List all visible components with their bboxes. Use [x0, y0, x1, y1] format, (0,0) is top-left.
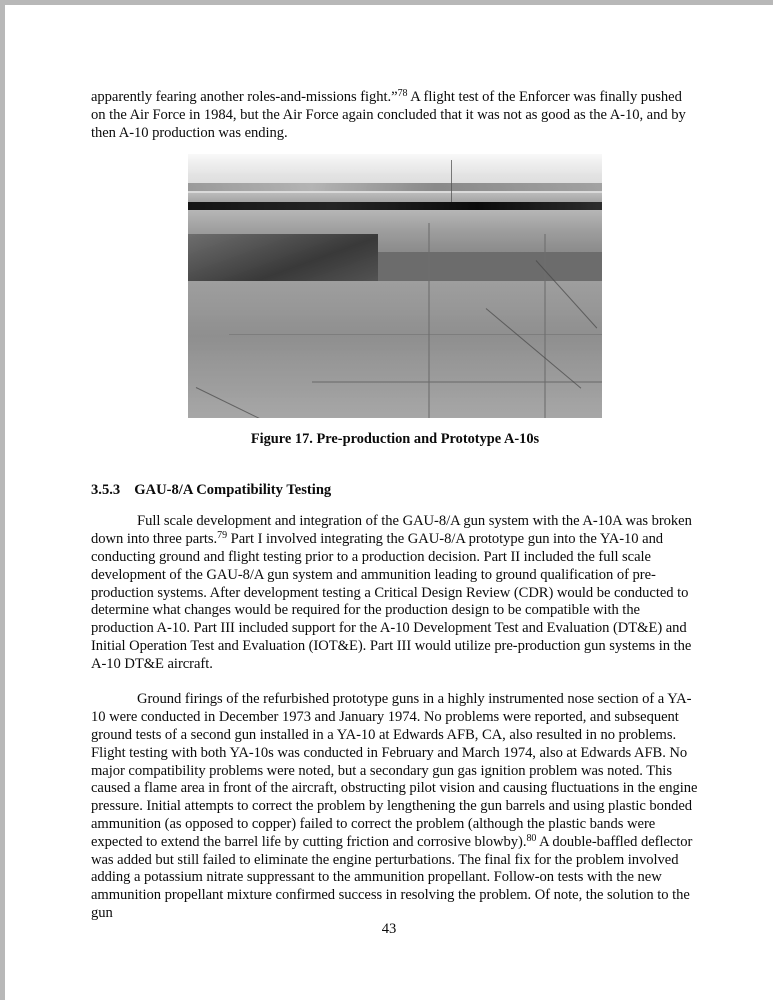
paragraph-intro-text-1: apparently fearing another roles-and-missions fight.”	[91, 89, 398, 105]
apron-seam-4	[229, 334, 602, 335]
apron-seam-2	[544, 234, 546, 419]
section-title: GAU-8/A Compatibility Testing	[134, 482, 332, 499]
paragraph-spacer	[91, 674, 699, 692]
footnote-marker-80: 80	[526, 832, 537, 844]
figure-17-block	[91, 154, 699, 448]
paragraph-ground-firings	[91, 691, 699, 922]
section-heading-3-5-3	[91, 482, 699, 499]
paragraph-ground-text-2: A double-baffled deflector was added but still failed to eliminate the engine perturbations. The final fix for the problem involved adding a potassium nitrate suppressant to the ammunition propellant. Follow-on tests with the new ammunition propellant mixture confirmed success in resolving the problem. Of note, the solution to the gun	[91, 833, 693, 921]
paragraph-ground-text-1: Ground firings of the refurbished prototype guns in a highly instrumented nose section of a YA-10 were conducted in December 1973 and January 1974. No problems were reported, and subsequent ground tests of a second gun installed in a YA-10 at Edwards AFB, CA, also resulted in no problems. Flight testing with both YA-10s was conducted in February and March 1974, also at Edwards AFB. No major compatibility problems were noted, but a secondary gun gas ignition problem was noted. This caused a flame area in front of the aircraft, obstructing pilot vision and causing fluctuations in the engine pressure. Initial attempts to correct the problem by lengthening the gun barrels and using plastic bonded ammunition (as opposed to copper) failed to correct the problem (although the plastic bands were expected to extend the barrel life by cutting friction and corrosive blowby).	[91, 691, 698, 850]
photo-concrete-apron	[188, 281, 602, 418]
page-content	[91, 89, 699, 923]
apron-seam-3	[312, 381, 602, 383]
section-number: 3.5.3	[91, 482, 121, 499]
document-page	[5, 5, 773, 1000]
photo-light-pole	[451, 160, 452, 202]
paragraph-intro-text-2: A flight test of the Enforcer was finally pushed on the Air Force in 1984, but the Air Force again concluded that it was not as good as the A-10, and by then A-10 production was ending.	[91, 89, 686, 141]
figure-17-photograph	[188, 154, 602, 418]
paragraph-gau-text-2: Part I involved integrating the GAU-8/A prototype gun into the YA-10 and conducting ground and flight testing prior to a production decision. Part II included the full scale development of the GAU-8/A gun system and ammunition leading to ground qualification of pre-production systems. After development testing a Critical Design Review (CDR) would be conducted to determine what changes would be required for the production design to be compatible with the production A-10. Part III included support for the A-10 Development Test and Evaluation (DT&E) and Initial Operation Test and Evaluation (IOT&E). Part III would utilize pre-production gun systems in the A-10 DT&E aircraft.	[91, 531, 692, 672]
footnote-marker-79: 79	[217, 530, 228, 542]
figure-17-caption: Figure 17. Pre-production and Prototype A-10s	[250, 431, 540, 448]
paragraph-intro	[91, 89, 699, 142]
apron-seam-1	[428, 223, 430, 418]
footnote-marker-78: 78	[397, 88, 408, 99]
photo-far-ridge	[188, 183, 602, 191]
page-number: 43	[381, 921, 397, 937]
paragraph-gau-text-1: Full scale development and integration of the GAU-8/A gun system with the A-10A was broken down into three parts.	[91, 513, 692, 548]
paragraph-gau-part1	[91, 513, 699, 673]
